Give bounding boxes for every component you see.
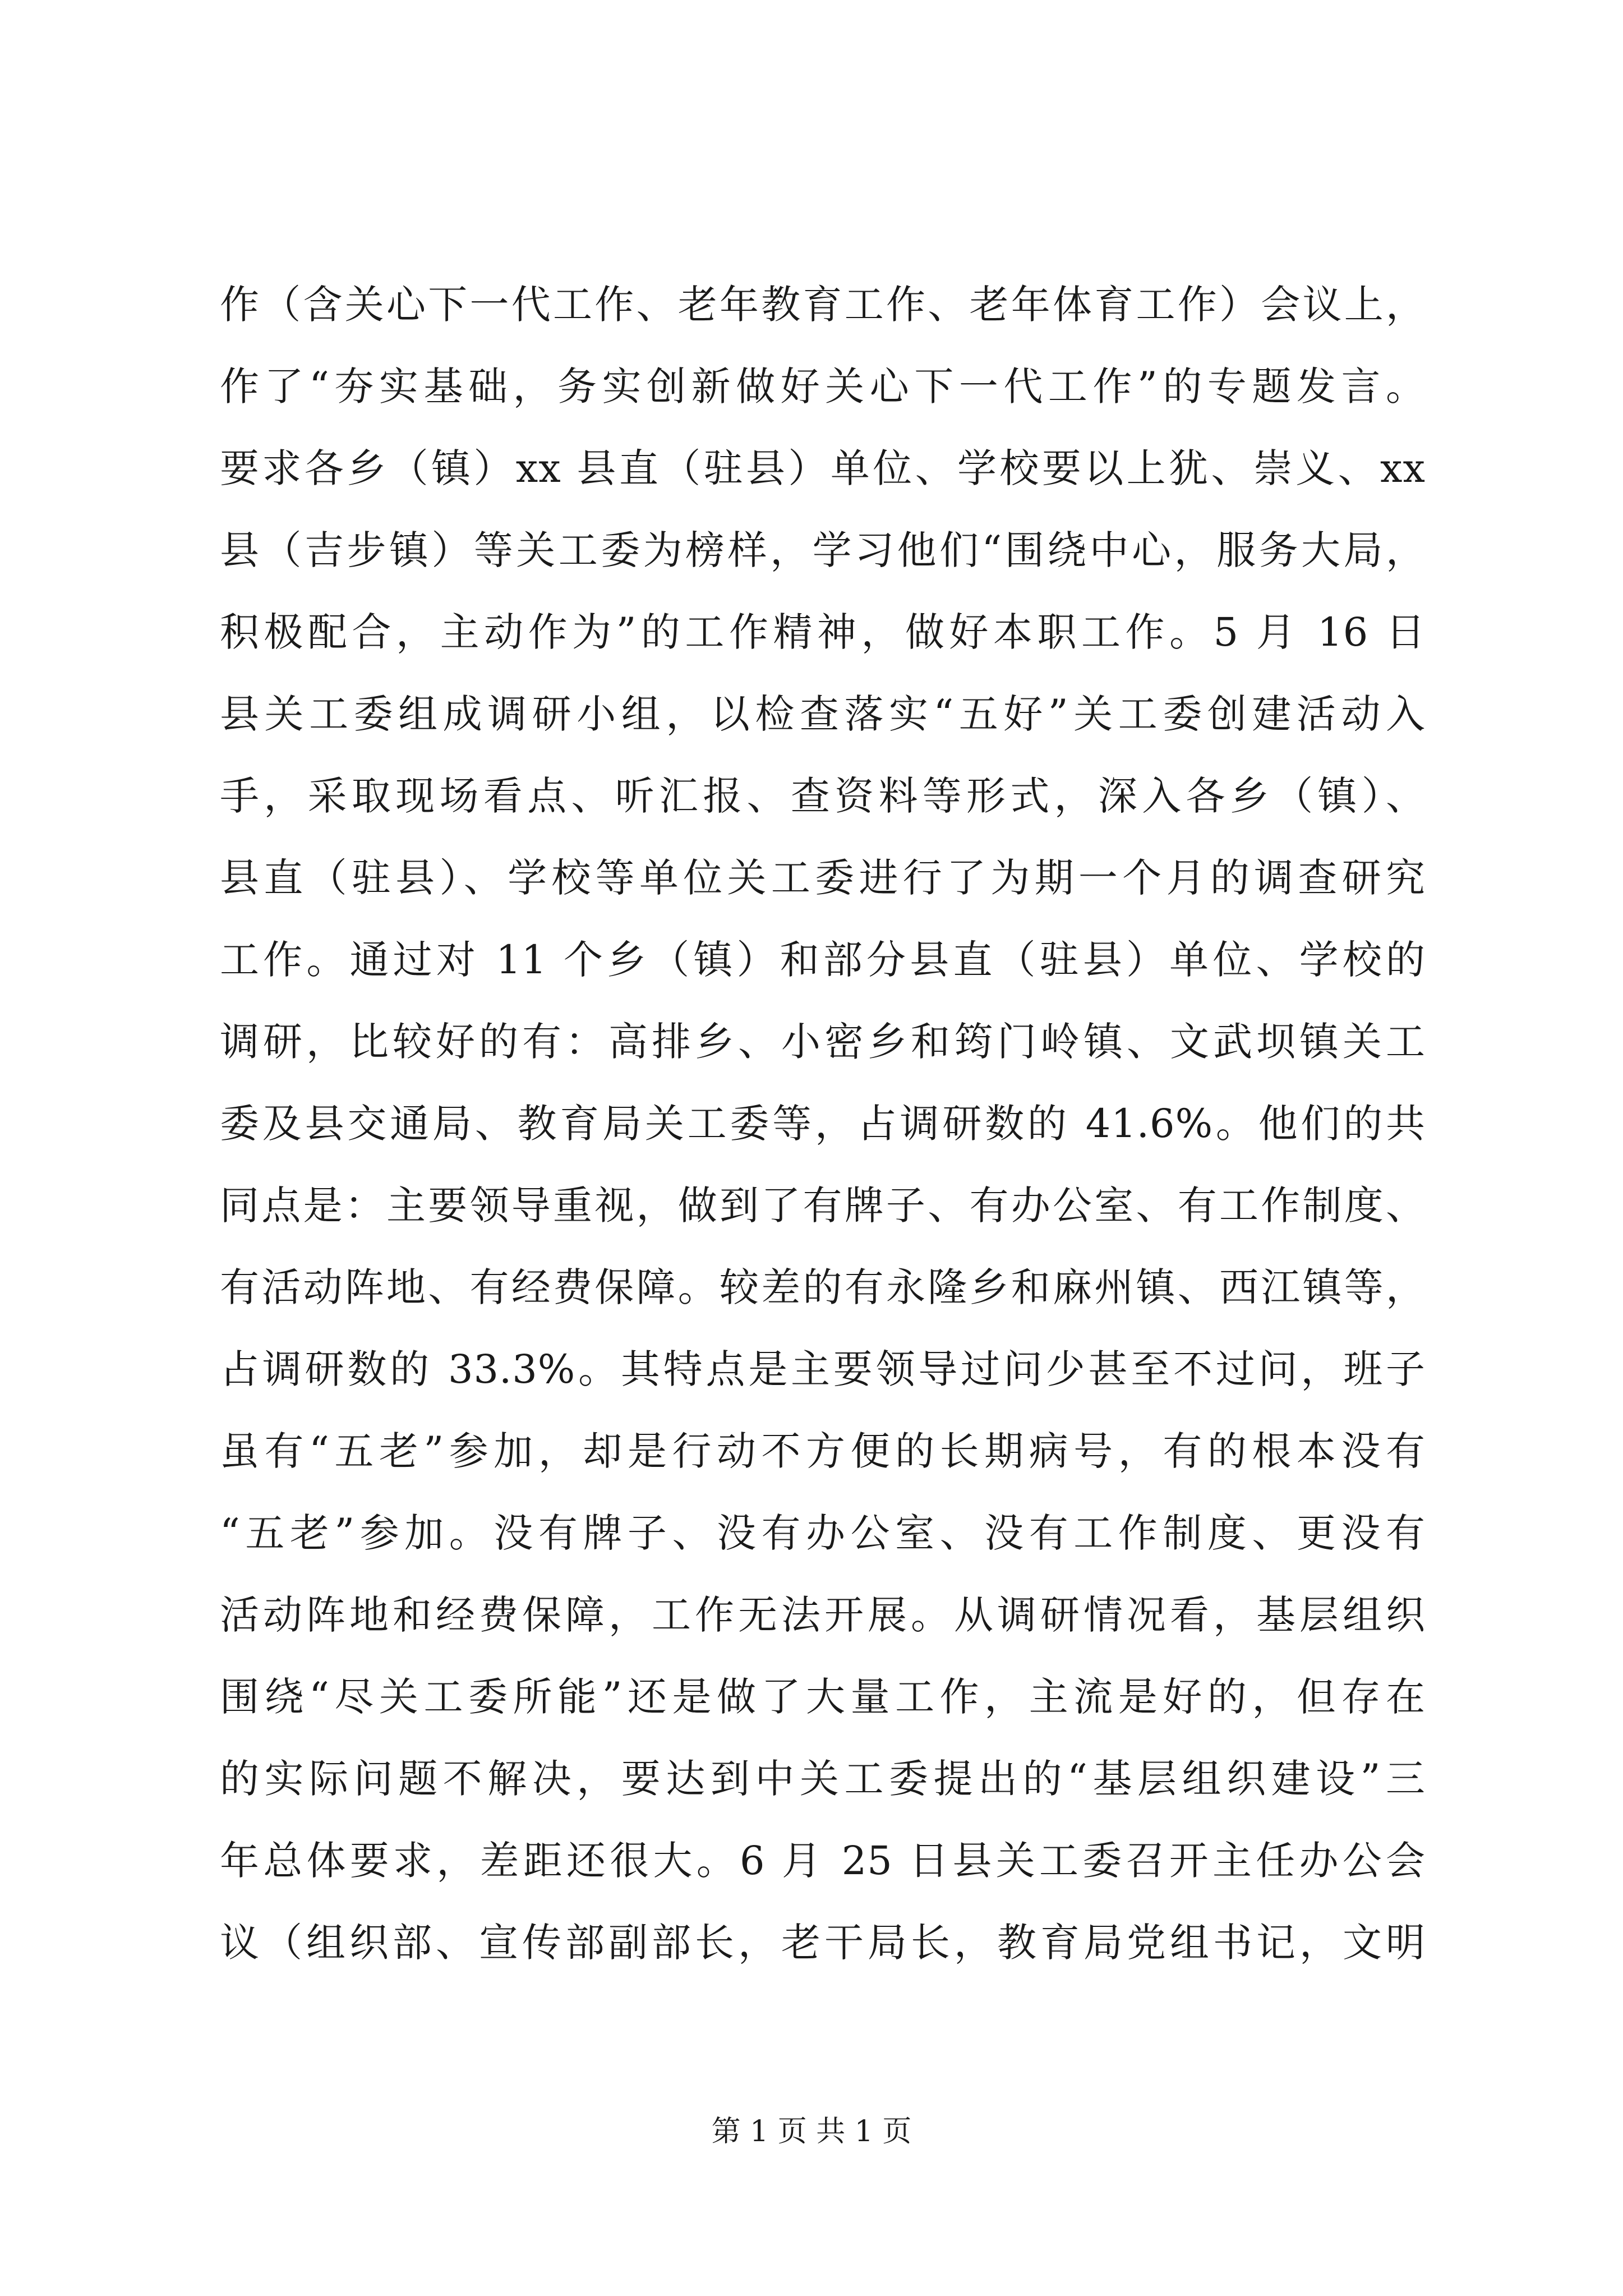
text-line: 活动阵地和经费保障，工作无法开展。从调研情况看，基层组织 xyxy=(220,1592,1426,1638)
text-line: 调研，比较好的有：高排乡、小密乡和筠门岭镇、文武坝镇关工 xyxy=(220,1019,1426,1065)
text-line: 的实际问题不解决，要达到中关工委提出的“基层组织建设”三 xyxy=(220,1756,1426,1802)
text-line: 手，采取现场看点、听汇报、查资料等形式，深入各乡（镇）、 xyxy=(220,773,1426,819)
text-line: 委及县交通局、教育局关工委等，占调研数的 41.6%。他们的共 xyxy=(220,1101,1426,1147)
text-line: 有活动阵地、有经费保障。较差的有永隆乡和麻州镇、西江镇等， xyxy=(220,1264,1426,1310)
text-line: 议（组织部、宣传部副部长，老干局长，教育局党组书记，文明 xyxy=(220,1920,1426,1966)
text-line: 虽有“五老”参加，却是行动不方便的长期病号，有的根本没有 xyxy=(220,1428,1426,1474)
text-line: 年总体要求，差距还很大。6 月 25 日县关工委召开主任办公会 xyxy=(220,1838,1426,1884)
text-line: 县（吉步镇）等关工委为榜样，学习他们“围绕中心，服务大局， xyxy=(220,527,1426,573)
text-line: 同点是：主要领导重视，做到了有牌子、有办公室、有工作制度、 xyxy=(220,1182,1426,1228)
text-line: 积极配合，主动作为”的工作精神，做好本职工作。5 月 16 日 xyxy=(220,609,1426,655)
text-line: 作了“夯实基础，务实创新做好关心下一代工作”的专题发言。 xyxy=(220,364,1426,409)
text-line: “五老”参加。没有牌子、没有办公室、没有工作制度、更没有 xyxy=(220,1510,1426,1556)
text-line: 县直（驻县）、学校等单位关工委进行了为期一个月的调查研究 xyxy=(220,855,1426,901)
text-line: 作（含关心下一代工作、老年教育工作、老年体育工作）会议上， xyxy=(220,282,1426,328)
text-line: 围绕“尽关工委所能”还是做了大量工作，主流是好的，但存在 xyxy=(220,1674,1426,1720)
body-text xyxy=(220,264,1426,1984)
text-line: 要求各乡（镇）xx 县直（驻县）单位、学校要以上犹、崇义、xx xyxy=(220,445,1426,491)
text-line: 县关工委组成调研小组，以检查落实“五好”关工委创建活动入 xyxy=(220,691,1426,737)
text-line: 工作。通过对 11 个乡（镇）和部分县直（驻县）单位、学校的 xyxy=(220,937,1426,983)
text-line: 占调研数的 33.3%。其特点是主要领导过问少甚至不过问，班子 xyxy=(220,1346,1426,1392)
page-footer xyxy=(0,2109,1623,2154)
page-number-label: 第 1 页 共 1 页 xyxy=(711,2115,912,2148)
